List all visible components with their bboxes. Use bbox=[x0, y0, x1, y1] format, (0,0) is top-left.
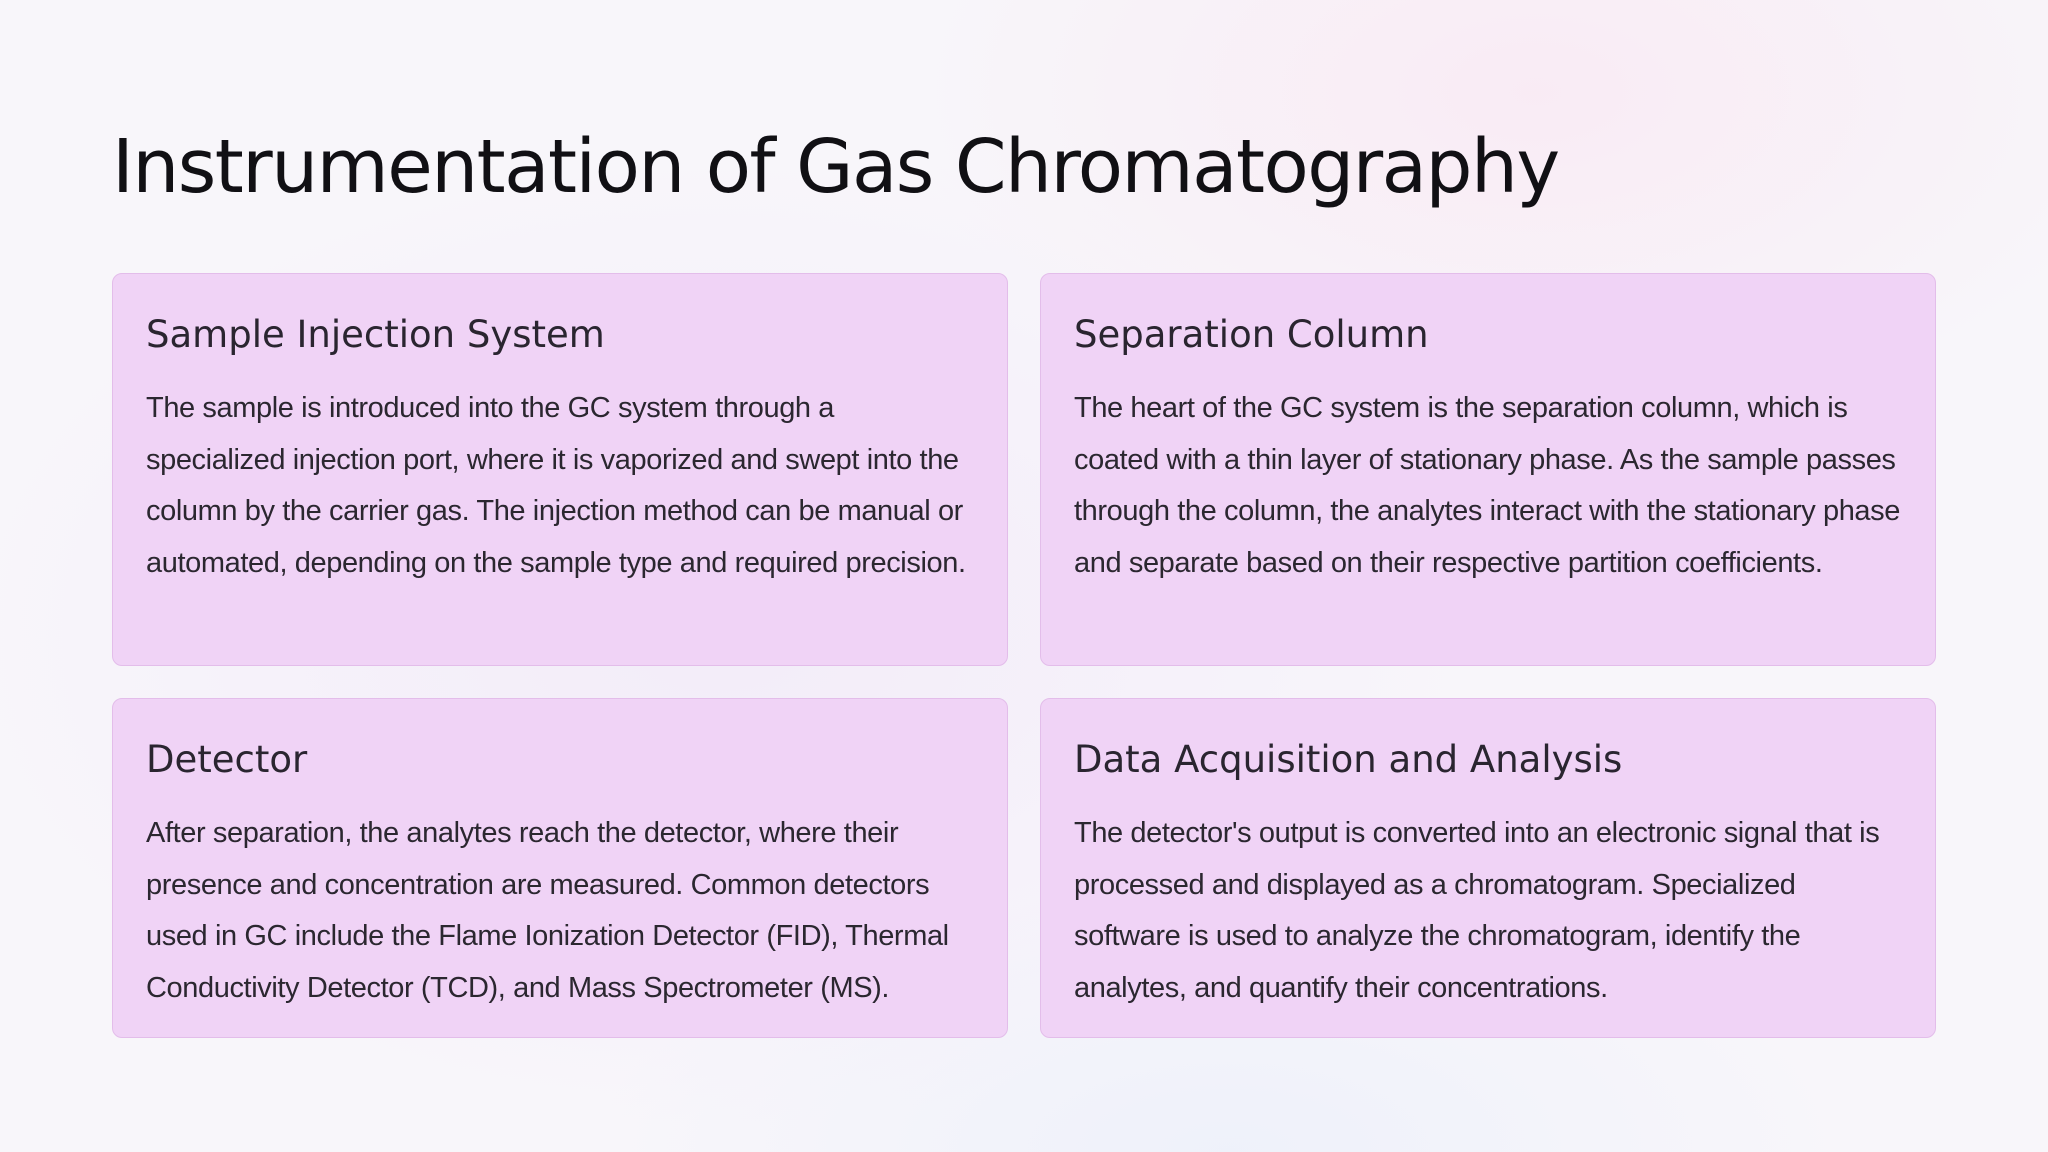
card-detector bbox=[112, 698, 1008, 1038]
card-sample-injection-system bbox=[112, 273, 1008, 666]
card-body: The sample is introduced into the GC system through a specialized injection port, where it is vaporized and swept into the column by the carrier gas. The injection method can be manual or automated, depending on the sample type and required precision. bbox=[146, 392, 966, 579]
card-separation-column bbox=[1040, 273, 1936, 666]
card-body: After separation, the analytes reach the detector, where their presence and concentration are measured. Common detectors used in GC include the Flame Ionization Detector (FID), Thermal Conductivity Detector (TCD), and Mass Spectrometer (MS). bbox=[146, 817, 949, 1004]
card-body: The heart of the GC system is the separation column, which is coated with a thin layer of stationary phase. As the sample passes through the column, the analytes interact with the stationary phase and separate based on their respective partition coefficients. bbox=[1074, 392, 1900, 579]
card-title: Sample Injection System bbox=[146, 313, 605, 356]
slide-title: Instrumentation of Gas Chromatography bbox=[112, 124, 1559, 210]
card-title: Separation Column bbox=[1074, 313, 1429, 356]
card-body: The detector's output is converted into an electronic signal that is processed and displayed as a chromatogram. Specialized software is used to analyze the chromatogram, identify the analytes, and quantify their concentrations. bbox=[1074, 817, 1880, 1004]
card-data-acquisition-and-analysis bbox=[1040, 698, 1936, 1038]
card-title: Detector bbox=[146, 738, 308, 781]
card-title: Data Acquisition and Analysis bbox=[1074, 738, 1623, 781]
card-grid bbox=[112, 273, 1936, 1038]
